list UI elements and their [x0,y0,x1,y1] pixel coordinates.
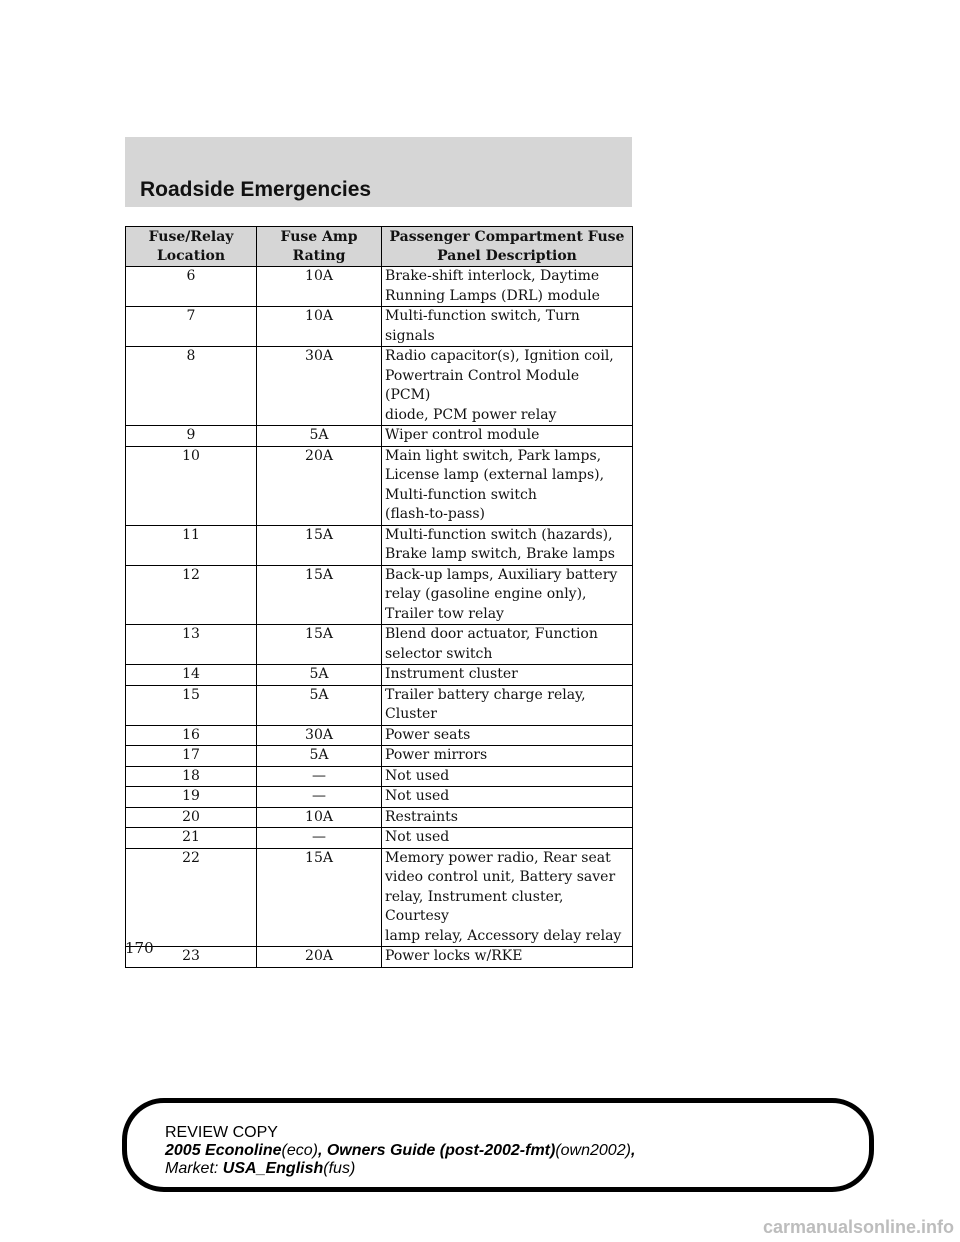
fuse-location-cell: 9 [126,426,257,447]
fuse-location-cell: 21 [126,828,257,849]
fuse-location-cell: 20 [126,807,257,828]
description-line: Power mirrors [385,747,488,763]
description-line: Cluster [385,706,437,722]
table-row [126,766,633,787]
fuse-location-cell: 16 [126,725,257,746]
description-line: Powertrain Control Module (PCM) [385,367,580,403]
fuse-amp-cell: 20A [257,947,382,968]
description-line: Trailer battery charge relay, [385,686,586,703]
review-copy-document-line: 2005 Econoline(eco), Owners Guide (post-2002-fmt)(own2002), [165,1142,636,1159]
fuse-amp-cell: 10A [257,267,382,307]
description-line: relay, Instrument cluster, Courtesy [385,888,564,924]
table-row [126,746,633,767]
fuse-description-cell [382,267,633,307]
table-row [126,446,633,525]
description-line: Multi-function switch [385,486,537,503]
fuse-amp-cell: — [257,766,382,787]
table-header-row [126,227,633,267]
description-line: Radio capacitor(s), Ignition coil, [385,348,614,364]
fuse-location-cell: 22 [126,848,257,947]
fuse-amp-cell: 20A [257,446,382,525]
description-line: License lamp (external lamps), [385,467,605,483]
description-line: Blend door actuator, Function [385,626,598,642]
description-line: Brake-shift interlock, Daytime [385,268,600,284]
description-line: Power locks w/RKE [385,948,523,964]
description-line: Instrument cluster [385,666,518,682]
fuse-description-cell [382,525,633,565]
fuse-amp-cell: 5A [257,685,382,725]
fuse-amp-cell: — [257,787,382,808]
description-line: Running Lamps (DRL) module [385,287,600,304]
watermark-text: carmanualsonline.info [762,1217,954,1237]
table-row [126,947,633,968]
fuse-amp-cell: 15A [257,625,382,665]
fuse-location-cell: 10 [126,446,257,525]
fuse-description-cell [382,347,633,426]
table-row [126,307,633,347]
fuse-location-cell: 7 [126,307,257,347]
fuse-description-cell [382,565,633,625]
description-line: Not used [385,829,450,845]
review-copy-text [165,1124,635,1178]
description-line: Main light switch, Park lamps, [385,447,602,464]
description-line: Wiper control module [385,427,540,443]
fuse-amp-cell: 5A [257,746,382,767]
fuse-description-cell [382,625,633,665]
table-row [126,685,633,725]
fuse-amp-cell: 5A [257,426,382,447]
description-line: Memory power radio, Rear seat [385,849,611,866]
fuse-amp-cell: 5A [257,665,382,686]
section-title: Roadside Emergencies [140,178,372,201]
column-header-amp-rating: Fuse Amp Rating [257,227,382,267]
column-header-description: Passenger Compartment Fuse Panel Description [382,227,633,267]
fuse-description-cell [382,766,633,787]
description-line: Multi-function switch, Turn signals [385,308,580,344]
fuse-description-cell [382,307,633,347]
fuse-location-cell: 13 [126,625,257,665]
description-line: (flash-to-pass) [385,506,486,522]
fuse-location-cell: 12 [126,565,257,625]
table-row [126,848,633,947]
table-row [126,565,633,625]
fuse-description-cell [382,848,633,947]
table-row [126,787,633,808]
fuse-table [125,226,633,968]
fuse-amp-cell: — [257,828,382,849]
fuse-description-cell [382,787,633,808]
fuse-amp-cell: 30A [257,347,382,426]
fuse-description-cell [382,685,633,725]
table-row [126,426,633,447]
review-copy-market-line: Market: USA_English(fus) [165,1160,356,1177]
column-header-location: Fuse/Relay Location [126,227,257,267]
fuse-description-cell [382,746,633,767]
fuse-location-cell: 19 [126,787,257,808]
fuse-description-cell [382,446,633,525]
description-line: diode, PCM power relay [385,406,557,423]
description-line: Not used [385,788,450,804]
page-number: 170 [125,939,154,957]
fuse-description-cell [382,426,633,447]
fuse-location-cell: 18 [126,766,257,787]
description-line: selector switch [385,645,493,662]
description-line: Brake lamp switch, Brake lamps [385,546,615,562]
fuse-description-cell [382,725,633,746]
description-line: relay (gasoline engine only), [385,586,587,602]
review-copy-label: REVIEW COPY [165,1124,278,1141]
fuse-description-cell [382,665,633,686]
fuse-description-cell [382,807,633,828]
fuse-location-cell: 6 [126,267,257,307]
description-line: Power seats [385,726,471,743]
table-row [126,725,633,746]
table-row [126,267,633,307]
description-line: Multi-function switch (hazards), [385,526,613,543]
description-line: Trailer tow relay [385,605,504,622]
fuse-description-cell [382,828,633,849]
fuse-description-cell [382,947,633,968]
fuse-location-cell: 11 [126,525,257,565]
fuse-location-cell: 14 [126,665,257,686]
fuse-table-body [126,267,633,968]
fuse-amp-cell: 10A [257,807,382,828]
table-row [126,665,633,686]
description-line: Not used [385,767,450,784]
description-line: Back-up lamps, Auxiliary battery [385,566,618,583]
fuse-amp-cell: 15A [257,565,382,625]
table-row [126,347,633,426]
description-line: video control unit, Battery saver [385,869,616,885]
table-row [126,525,633,565]
fuse-location-cell: 15 [126,685,257,725]
fuse-amp-cell: 15A [257,848,382,947]
fuse-amp-cell: 30A [257,725,382,746]
fuse-amp-cell: 10A [257,307,382,347]
table-row [126,828,633,849]
fuse-location-cell: 8 [126,347,257,426]
description-line: Restraints [385,808,458,825]
fuse-location-cell: 23 [126,947,257,968]
table-row [126,807,633,828]
fuse-amp-cell: 15A [257,525,382,565]
table-row [126,625,633,665]
fuse-location-cell: 17 [126,746,257,767]
description-line: lamp relay, Accessory delay relay [385,927,622,944]
